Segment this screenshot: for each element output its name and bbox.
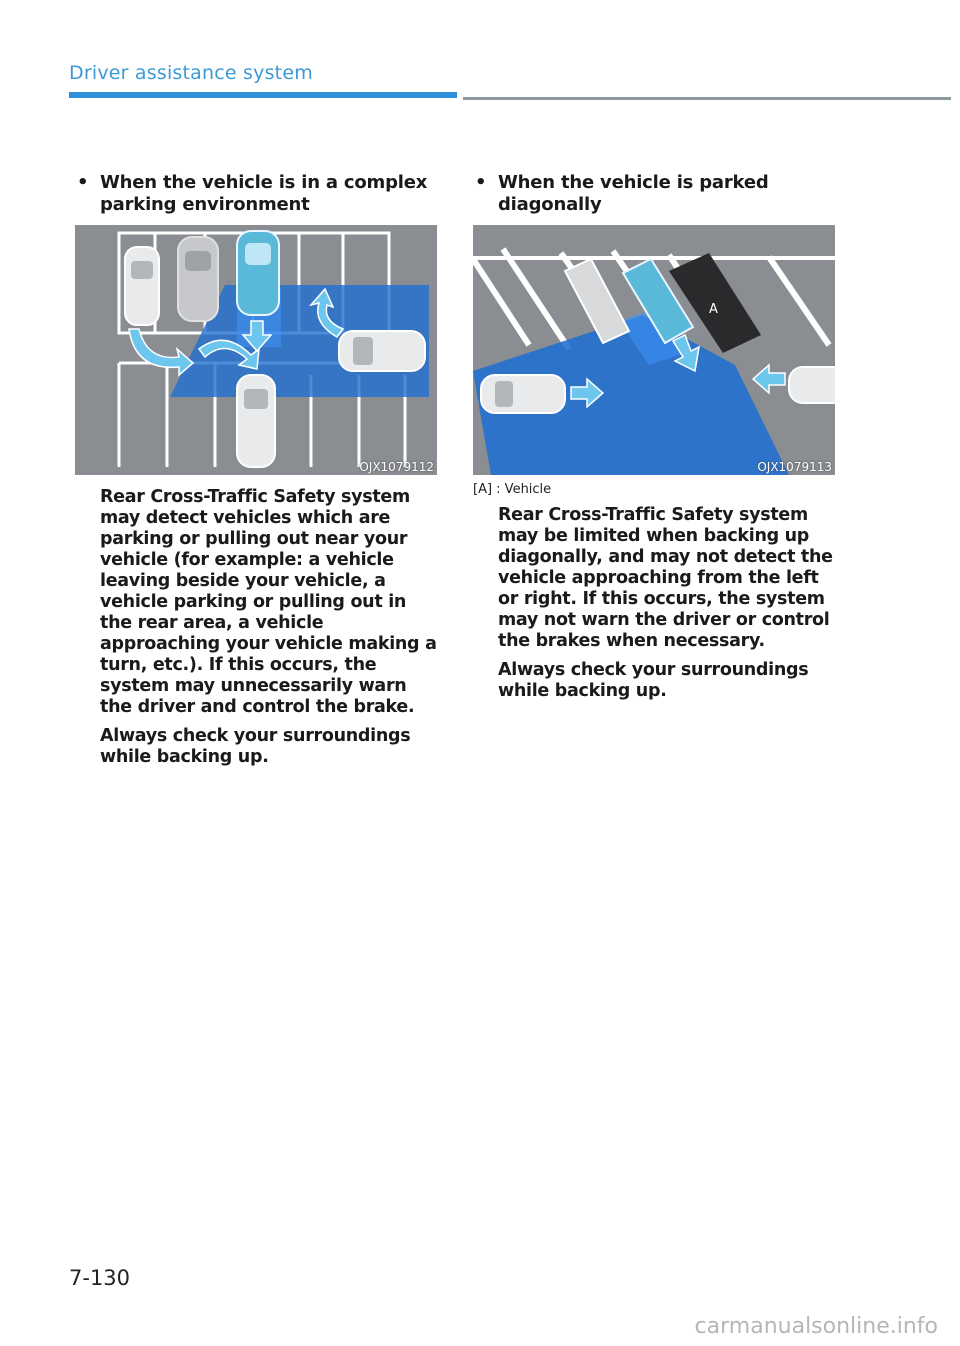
paragraph: Always check your surroundings while backing up. [498, 660, 809, 701]
bullet-complex-parking [75, 172, 437, 216]
diagonal-parking-illustration [473, 225, 835, 475]
figure-complex-parking [75, 225, 437, 475]
figure-label-a: A [709, 302, 718, 317]
paragraph: Always check your surroundings while backing up. [100, 726, 411, 767]
watermark: carmanualsonline.info [694, 1314, 938, 1339]
figure-diagonal-parking [473, 225, 835, 475]
right-column [473, 172, 835, 702]
bullet-text: When the vehicle is parked diagonally [498, 172, 769, 215]
section-title: Driver assistance system [69, 62, 313, 84]
header-rule-gray [463, 97, 951, 100]
paragraph: Rear Cross-Traffic Safety system may detect vehicles which are parking or pulling out near your vehicle (for example: a vehicle leaving beside your vehicle, a vehicle parking or pulling out in the rear area, a vehicle approaching your vehicle making a turn, etc.). If this occurs, the system may unnecessarily warn the driver and control the brake. [100, 487, 437, 717]
figure-caption: [A] : Vehicle [473, 482, 552, 497]
bullet-dot-icon: • [77, 172, 89, 193]
bullet-diagonal-parking [473, 172, 835, 216]
figure-code: OJX1079113 [757, 460, 832, 474]
paragraph: Rear Cross-Traffic Safety system may be limited when backing up diagonally, and may not detect the vehicle approaching from the left or right. If this occurs, the system may not warn the driver or control the brakes when necessary. [498, 505, 833, 651]
bullet-dot-icon: • [475, 172, 487, 193]
figure-code: OJX1079112 [359, 460, 434, 474]
header-rule-accent [69, 92, 457, 98]
bullet-text: When the vehicle is in a complex parking environment [100, 172, 428, 215]
left-column [75, 172, 437, 768]
complex-parking-illustration [75, 225, 437, 475]
page-number: 7-130 [69, 1266, 131, 1290]
